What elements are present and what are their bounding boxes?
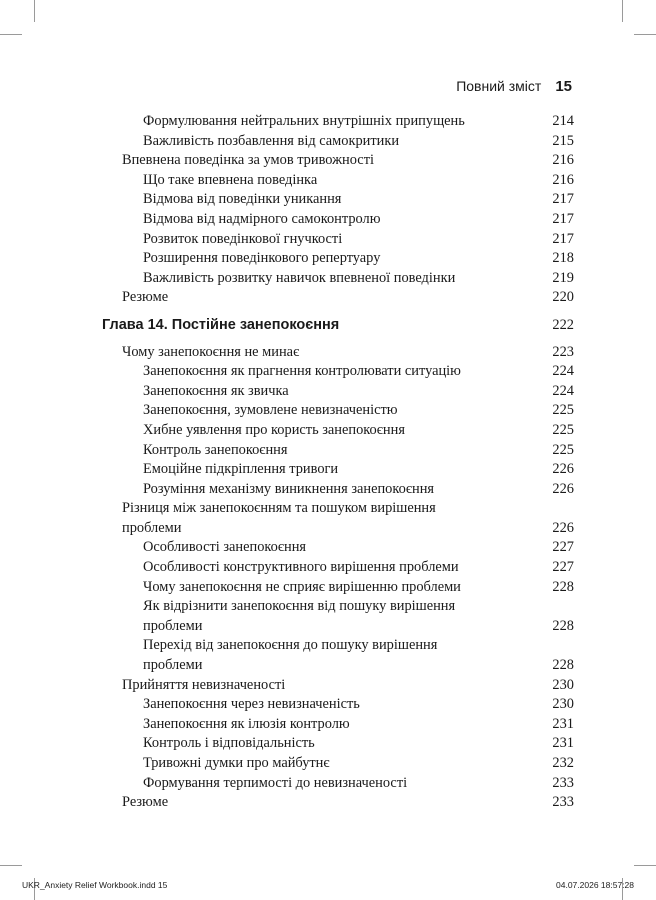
crop-mark (0, 865, 22, 866)
toc-entry-title: Хибне уявлення про користь занепокоєння (143, 421, 405, 438)
toc-entry (102, 421, 574, 441)
toc-entry (102, 715, 574, 735)
toc-entry-page: 215 (552, 132, 574, 149)
toc-entry (102, 499, 574, 519)
toc-entry-title: проблеми (143, 617, 203, 634)
toc-entry (102, 519, 574, 539)
toc-entry-title: Особливості конструктивного вирішення проблеми (143, 559, 459, 576)
toc-entry-title: Занепокоєння як звичка (143, 382, 289, 399)
toc-entry-title: Відмова від поведінки уникання (143, 191, 342, 208)
toc-entry (102, 441, 574, 461)
toc-entry (102, 734, 574, 754)
toc-entry (102, 774, 574, 794)
toc-entry-title: Занепокоєння як прагнення контролювати ситуацію (143, 363, 461, 380)
toc-entry-title: Розвиток поведінкової гнучкості (143, 230, 343, 247)
toc-entry-title: Глава 14. Постійне занепокоєння (102, 316, 340, 333)
toc-entry-title: Резюме (122, 289, 169, 306)
toc-entry (102, 676, 574, 696)
toc-entry-page: 231 (552, 735, 574, 752)
toc-entry-title: Резюме (122, 794, 169, 811)
toc-entry (102, 249, 574, 269)
toc-entry-page: 230 (552, 696, 574, 713)
toc-entry (102, 343, 574, 363)
toc-entry (102, 695, 574, 715)
toc-entry-title: Розуміння механізму виникнення занепокоєння (143, 480, 435, 497)
toc-entry-title: Особливості занепокоєння (143, 539, 307, 556)
toc-entry (102, 269, 574, 289)
toc-entry-page: 228 (552, 617, 574, 634)
toc-entry-page: 226 (552, 461, 574, 478)
toc-entry (102, 460, 574, 480)
toc-entry-title: Прийняття невизначеності (122, 676, 286, 693)
toc-entry (102, 597, 574, 617)
toc-entry-page: 227 (552, 539, 574, 556)
toc-entry-title: Емоційне підкріплення тривоги (143, 461, 339, 478)
toc-entry-page: 222 (552, 316, 574, 333)
toc-entry-page: 216 (552, 171, 574, 188)
crop-mark (622, 0, 623, 22)
toc-entry-title: Формулювання нейтральних внутрішніх припущень (143, 113, 465, 129)
toc-entry (102, 558, 574, 578)
toc-entry-title: проблеми (143, 657, 203, 674)
toc-entry (102, 401, 574, 421)
toc-entry-page: 224 (552, 382, 574, 399)
toc-entry-title: Занепокоєння, зумовлене невизначеністю (143, 402, 398, 419)
toc-entry-page: 227 (552, 559, 574, 576)
header-section-title: Повний зміст (456, 78, 542, 94)
toc-entry-page: 225 (552, 402, 574, 419)
toc-entry-title: Перехід від занепокоєння до пошуку вирішення (143, 637, 438, 654)
toc-entry-page: 219 (552, 269, 574, 286)
toc-entry-page: 218 (552, 250, 574, 267)
toc-entry-title: Чому занепокоєння не сприяє вирішенню проблеми (143, 578, 461, 595)
toc-entry-page: 224 (552, 363, 574, 380)
toc-chapter-row (102, 316, 574, 336)
toc-entry (102, 617, 574, 637)
toc-entry-page: 228 (552, 657, 574, 674)
crop-mark (0, 34, 22, 35)
crop-mark (634, 865, 656, 866)
header-page-number: 15 (555, 78, 572, 95)
toc-entry-title: Важливість розвитку навичок впевненої поведінки (143, 269, 456, 286)
toc-entry-page: 220 (552, 289, 574, 306)
toc-entry (102, 578, 574, 598)
toc-entry-page: 214 (552, 113, 574, 129)
toc-entry-page: 223 (552, 343, 574, 360)
toc-entry-page: 217 (552, 230, 574, 247)
toc-entry-title: Відмова від надмірного самоконтролю (143, 210, 381, 227)
toc-entry-page: 232 (552, 755, 574, 771)
toc-entry-title: Як відрізнити занепокоєння від пошуку вирішення (143, 598, 456, 615)
toc-entry-title: Занепокоєння через невизначеність (143, 696, 360, 713)
toc-entry (102, 171, 574, 191)
toc-entry-page: 217 (552, 210, 574, 227)
toc-entry-page: 225 (552, 441, 574, 458)
toc-entry (102, 382, 574, 402)
toc-entry-page: 230 (552, 676, 574, 693)
crop-mark (634, 34, 656, 35)
toc-entry-page: 228 (552, 578, 574, 595)
toc-entry-page: 226 (552, 519, 574, 536)
toc-entry (102, 132, 574, 152)
toc-entry-title: Тривожні думки про майбутнє (143, 755, 330, 771)
toc-entry (102, 151, 574, 171)
toc-entry-title: Чому занепокоєння не минає (122, 343, 300, 360)
toc-entry (102, 362, 574, 382)
toc-entry (102, 793, 574, 813)
toc-entry (102, 656, 574, 676)
toc-entry (102, 230, 574, 250)
toc-entry-title: Важливість позбавлення від самокритики (143, 132, 400, 149)
toc-entry (102, 480, 574, 500)
toc-entry-title: проблеми (122, 519, 182, 536)
toc-entry-title: Формування терпимості до невизначеності (143, 774, 408, 791)
toc-entry (102, 112, 574, 132)
toc-entry-title: Різниця між занепокоєнням та пошуком вирішення (122, 500, 436, 517)
toc-entry-title: Контроль і відповідальність (143, 735, 315, 752)
table-of-contents (102, 112, 574, 813)
toc-entry-page: 216 (552, 152, 574, 169)
footer-timestamp: 04.07.2026 18:57:28 (556, 880, 634, 890)
toc-entry-title: Розширення поведінкового репертуару (143, 250, 381, 267)
toc-entry (102, 754, 574, 774)
toc-entry-page: 233 (552, 794, 574, 811)
toc-entry-page: 225 (552, 421, 574, 438)
crop-mark (34, 0, 35, 22)
toc-entry-page: 226 (552, 480, 574, 497)
toc-entry-page: 233 (552, 774, 574, 791)
toc-entry-page: 231 (552, 715, 574, 732)
toc-entry-title: Занепокоєння як ілюзія контролю (143, 715, 350, 732)
running-header (456, 78, 572, 95)
toc-entry (102, 288, 574, 308)
toc-entry-page: 217 (552, 191, 574, 208)
toc-entry-title: Що таке впевнена поведінка (143, 171, 318, 188)
toc-entry (102, 538, 574, 558)
toc-entry (102, 636, 574, 656)
toc-entry (102, 210, 574, 230)
toc-entry-title: Впевнена поведінка за умов тривожності (122, 152, 374, 169)
toc-entry (102, 190, 574, 210)
footer-file-slug: UKR_Anxiety Relief Workbook.indd 15 (22, 880, 168, 890)
toc-entry-title: Контроль занепокоєння (143, 441, 288, 458)
